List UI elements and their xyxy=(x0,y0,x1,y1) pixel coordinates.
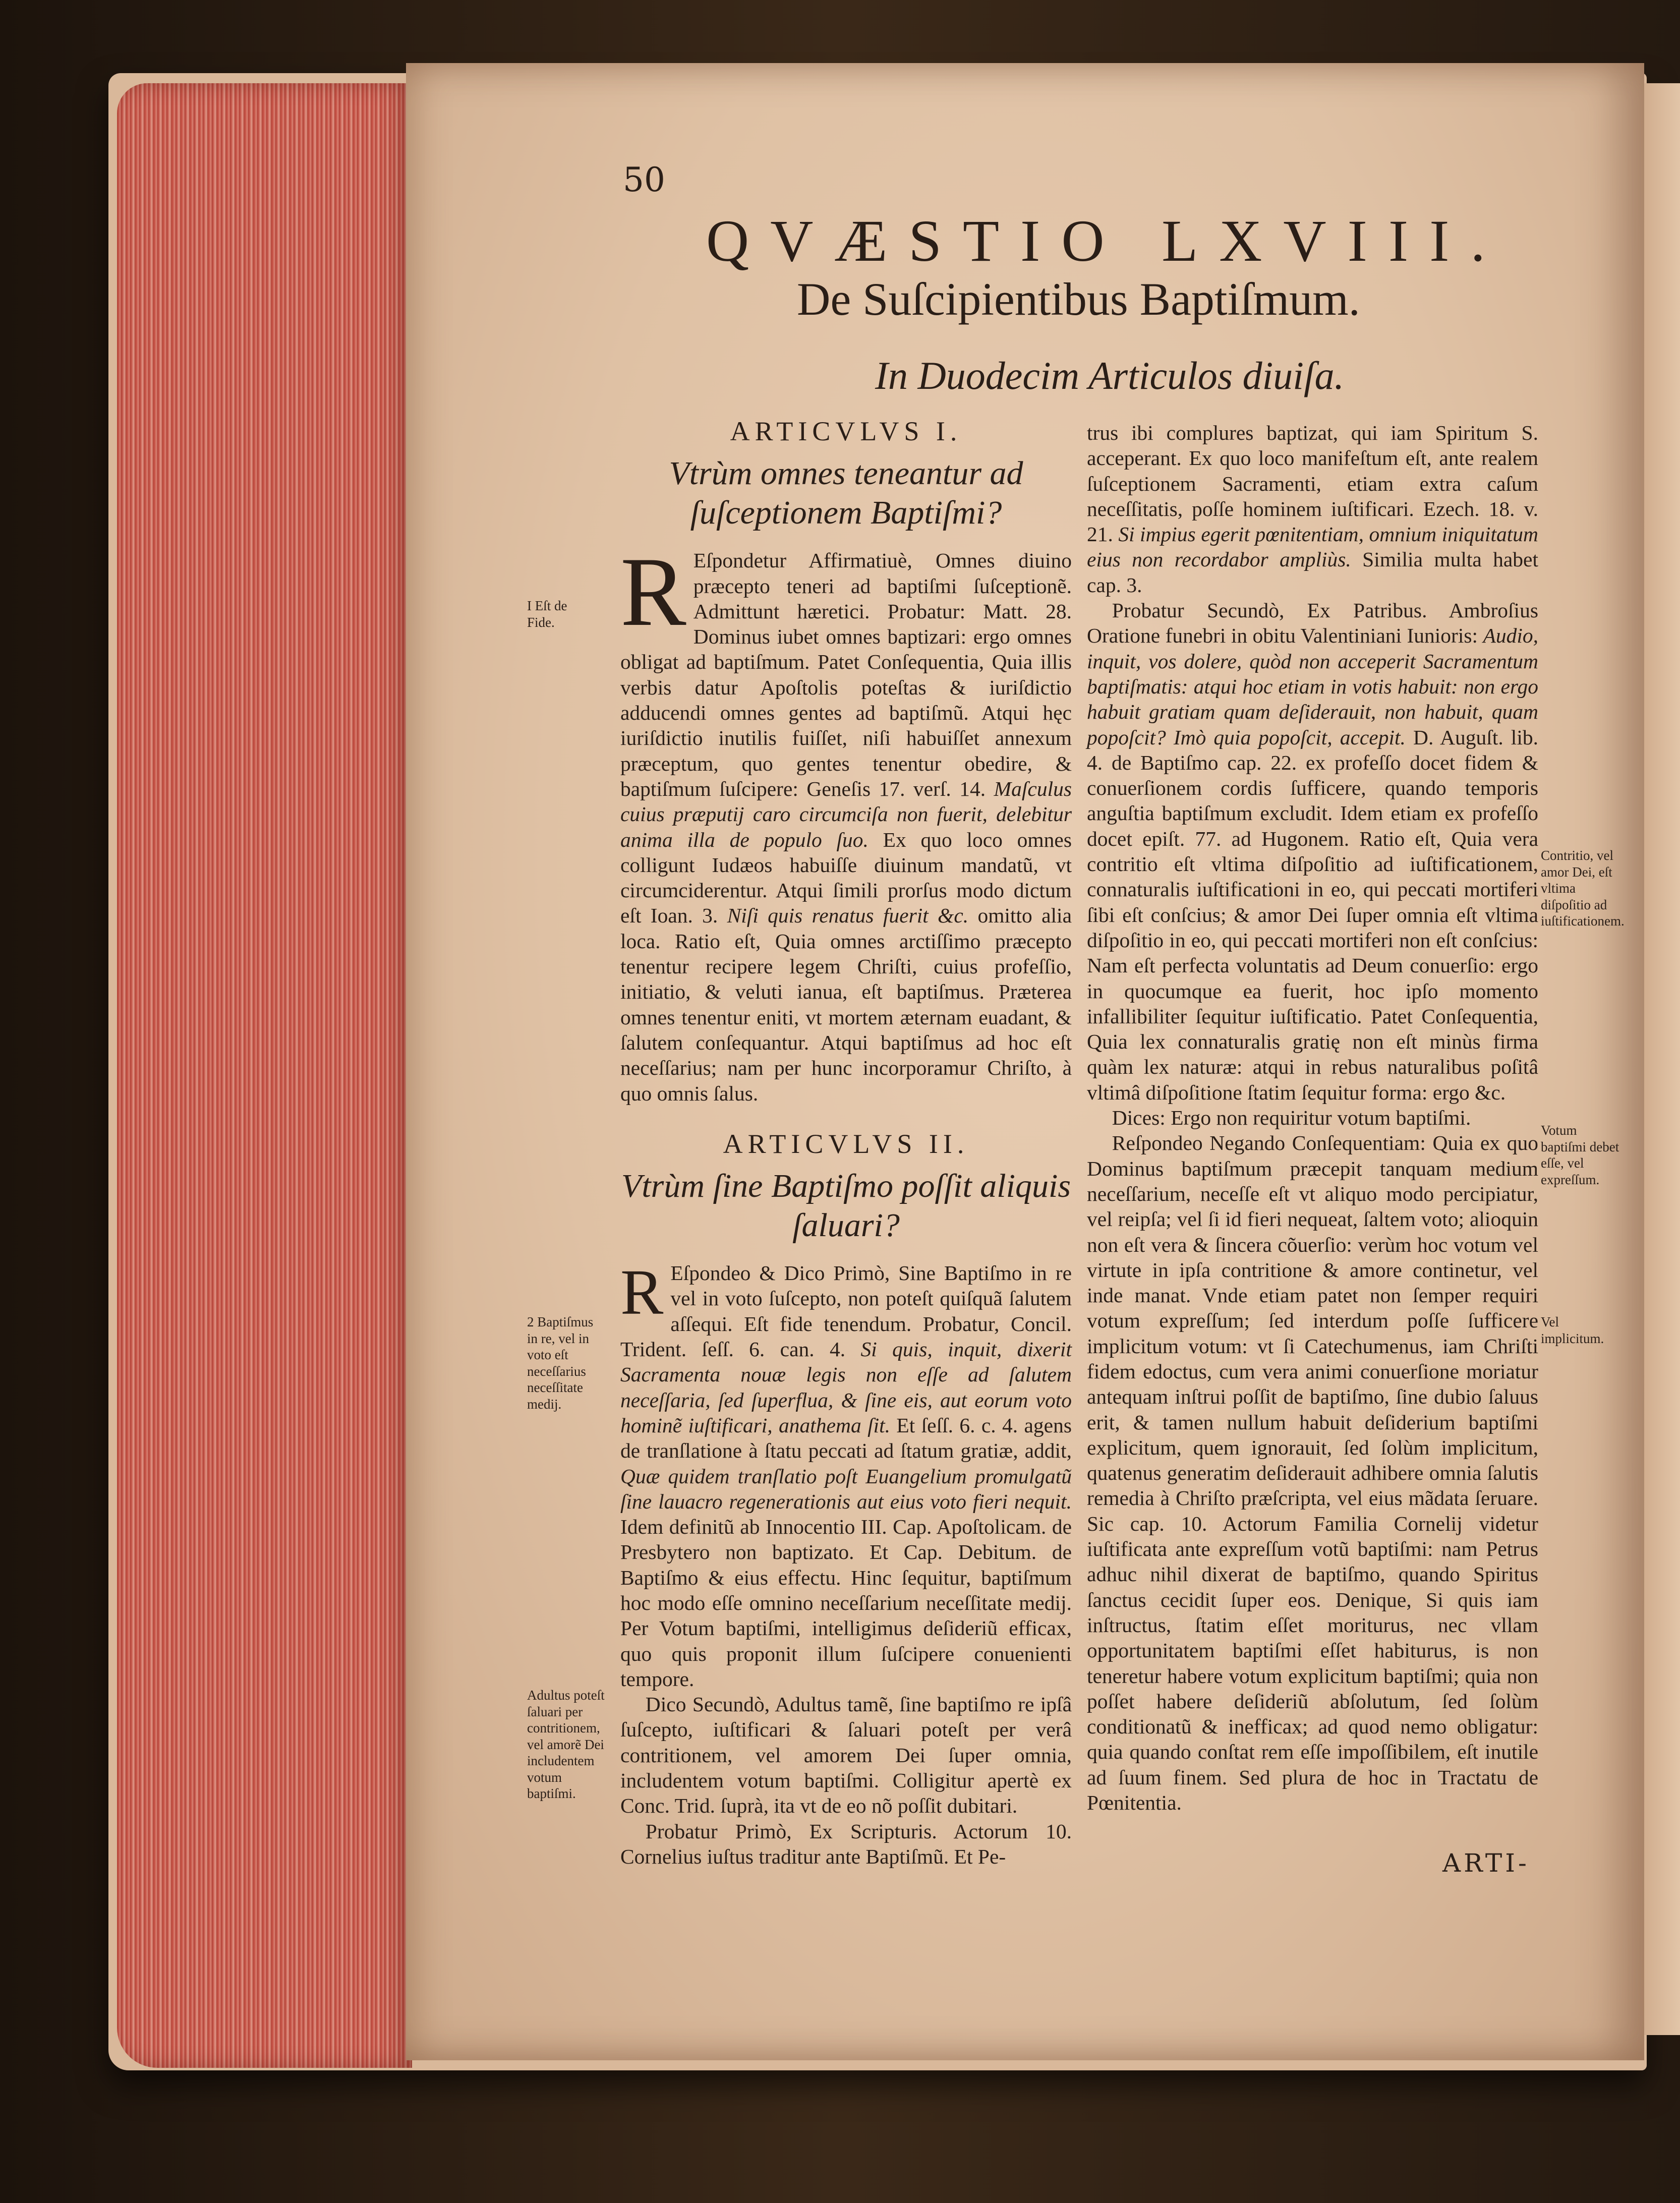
article-1-text-2: Ex quo loco omnes colligunt Iudæos habuiſſe diuinum mandatũ, vt circumciderentur. Atqui ſimili prorſus modo dictum eſt Ioan. 3. xyxy=(620,828,1072,927)
catchword: ARTI- xyxy=(1442,1848,1530,1878)
margin-note-right-3: Vel implicitum. xyxy=(1541,1314,1604,1346)
article-1-text-1: Eſpondetur Affirmatiuè, Omnes diuino præcepto teneri ad baptiſmi ſuſceptionẽ. Admittunt hæretici. Probatur: Matt. 28. Dominus iubet omnes baptizari: ergo omnes obligat ad baptiſmum. Patet Conſequentia, Quia illis verbis datur Apoſtolis poteſtas & iuriſdictio adducendi omnes gentes ad baptiſmũ. Atqui hęc iuriſdictio inutilis fuiſſet, niſi habuiſſet annexum præceptum, quo gentes tenentur obedire, & baptiſmum ſuſcipere: Geneſis 17. verſ. 14. xyxy=(620,549,1072,800)
right-paragraph-3: Dices: Ergo non requiritur votum baptiſmi. xyxy=(1112,1106,1471,1130)
article-1-quote-2: Niſi quis renatus fuerit &c. xyxy=(727,904,969,927)
right-quote-2: Audio, inquit, vos dolere, quòd non acceperit Sacramentum baptiſmatis: atqui hoc etiam in votis habuit: non ergo habuit gratiam quam deſiderauit, non habuit, quam popoſcit? Imò quia popoſcit, accepit. xyxy=(1087,624,1539,749)
quaestio-title: QVÆSTIO LXVIII. xyxy=(706,208,1507,274)
article-2-paragraph-3: Probatur Primò, Ex Scripturis. Actorum 10. Cornelius iuſtus traditur ante Baptiſmũ. Et Pe- xyxy=(620,1819,1072,1868)
article-1-text-3: omitto alia loca. Ratio eſt, Quia omnes arctiſſimo præcepto tenentur recipere legem Chriſti, cuius profeſſio, initiatio, & veluti ianua, eſt baptiſmus. Præterea omnes tenentur eniti, vt mortem æternam euadant, & ſalutem conſequantur. Atqui baptiſmus ad hoc eſt neceſſarius; nam per hunc incorporamur Chriſto, à quo omnis ſalus. xyxy=(620,904,1072,1105)
article-2-text-2: Et ſeſſ. 6. c. 4. agens de tranſlatione à ſtatu peccati ad ſtatum gratiæ, addit, xyxy=(620,1413,1072,1463)
article-1-label: ARTICVLVS I. xyxy=(730,416,962,446)
right-text-2: Probatur Secundò, Ex Patribus. Ambroſius Oratione funebri in obitu Valentiniani Iunioris: xyxy=(1087,599,1538,648)
left-column xyxy=(620,416,1072,1869)
subheading: In Duodecim Articulos diuiſa. xyxy=(875,354,1345,397)
margin-note-right-1: Contritio, vel amor Dei, eſt vltima diſpoſitio ad iuſtificationem. xyxy=(1541,848,1625,929)
margin-note-right-2: Votum baptiſmi debet eſſe, vel expreſſum. xyxy=(1541,1123,1619,1187)
article-2-question: Vtrùm ſine Baptiſmo poſſit aliquis ſaluari? xyxy=(621,1168,1071,1244)
right-quote-1: Si impius egerit pœnitentiam, omnium iniquitatum eius non recordabor ampliùs. xyxy=(1087,523,1538,571)
right-paragraph-4: Reſpondeo Negando Conſequentiam: Quia ex quo Dominus baptiſmum præcepit tanquam medium neceſſarium, neceſſe eſt vt aliquo modo percipiatur, vel reipſa; vel ſi id fieri nequeat, ſaltem voto; alioquin non eſt vera & ſincera cõuerſio: verùm hoc votum vel virtute in ipſa contritione & amore continetur, vel inde manat. Vnde etiam patet non ſemper requiri votum expreſſum; ſed interdum poſſe ſufficere implicitum votum: vt ſi Catechumenus, iam Chriſti fidem edoctus, cum vera animi conuerſione moriatur antequam inſtrui poſſit de baptiſmo, ſine dubio ſaluus erit, & tamen nullum habuit deſiderium baptiſmi explicitum, quem ignorauit, ſed ſolùm implicitum, quatenus generatim deſiderauit adhibere omnia ſalutis remedia à Chriſto præſcripta, vel eius mãdata ſeruare. Sic cap. 10. Actorum Familia Cornelij videtur iuſtificata ante expreſſum votũ baptiſmi: nam Petrus adhuc nihil dixerat de baptiſmo, quando Spiritus ſanctus cecidit ſuper eos. Denique, Si quis iam inſtructus, ſtatim eſſet moriturus, nec vllam opportunitatem baptiſmi eſſet habiturus, is non teneretur habere votum explicitum baptiſmi; quia non poſſet habere deſideriũ abſolutum, ſed ſolùm conditionatũ & inefficax; ad quod nemo obligatur: quia quando conſtat rem eſſe impoſſibilem, eſt inutile ad ſuum finem. Sed plura de hoc in Tractatu de Pœnitentia. xyxy=(1087,1131,1538,1815)
dropcap-letter: R xyxy=(620,537,686,647)
right-paragraph-2 xyxy=(1087,598,1538,1105)
article-1-quote-1: Maſculus cuius præputij caro circumciſa non fuerit, delebitur anima illa de populo ſuo. xyxy=(620,777,1072,851)
margin-note-left-1: I Eſt de Fide. xyxy=(527,598,567,630)
article-2-paragraph-2: Dico Secundò, Adultus tamẽ, ſine baptiſmo re ipſâ ſuſcepto, iuſtificari & ſaluari poteſt per verâ contritionem, vel amorem Dei ſuper omnia, includentem votum baptiſmi. Colligitur apertè ex Conc. Trid. ſuprà, ita vt de eo nõ poſſit dubitari. xyxy=(620,1693,1072,1818)
red-page-edges xyxy=(117,83,412,2068)
article-2-quote-2: Quæ quidem tranſlatio poſt Euangelium promulgatũ ſine lauacro regenerationis aut eius voto fieri nequit. xyxy=(620,1464,1072,1513)
article-2-text-1: Eſpondeo & Dico Primò, Sine Baptiſmo in re vel in voto ſuſcepto, non poteſt quiſquã ſalutem aſſequi. Eſt fide tenendum. Probatur, Concil. Trident. ſeſſ. 6. can. 4. xyxy=(620,1261,1072,1361)
article-2-quote-1: Si quis, inquit, dixerit Sacramenta nouæ legis non eſſe ad ſalutem neceſſaria, ſed ſuperflua, & ſine eis, aut eorum voto hominẽ iuſtificari, anathema ſit. xyxy=(620,1338,1072,1437)
right-text-1-end: Similia multa habet cap. 3. xyxy=(1087,548,1539,597)
right-text-1: trus ibi complures baptizat, qui iam Spiritum S. acceperant. Ex quo loco manifeſtum eſt, ante realem ſuſceptionem Sacramenti, etiam extra caſum neceſſitatis, poſſe hominem iuſtificari. Ezech. 18. v. 21. xyxy=(1087,421,1538,546)
right-text-2-end: D. Auguſt. lib. 4. de Baptiſmo cap. 22. ex profeſſo docet fidem & conuerſionem cordis ſufficere, quando temporis anguſtia baptiſmum excludit. Idem etiam ex profeſſo docet epiſt. 77. ad Hugonem. Ratio eſt, Quia vera contritio eſt vltima diſpoſitio ad iuſtificationem, connaturalis iuſtificationi in eo, qui peccati mortiferi ſibi eſt conſcius; & amor Dei ſuper omnia eſt vltima diſpoſitio in eo, qui peccati mortiferi non eſt conſcius: Nam eſt perfecta voluntatis ad Deum conuerſio: ergo in quocumque ea fuerit, hoc ipſo momento infallibiliter ſequitur iuſtificatio. Patet Conſequentia, Quia lex connaturalis gratię non eſt minùs firma quàm lex naturæ: atqui in rebus naturalibus poſitâ vltimâ diſpoſitione ſtatim ſequitur forma: ergo &c. xyxy=(1087,725,1538,1104)
margin-note-left-2: 2 Baptiſmus in re, vel in voto eſt neceſſarius neceſſitate medij. xyxy=(527,1314,594,1412)
main-heading: De Suſcipientibus Baptiſmum. xyxy=(797,273,1360,325)
article-2-body xyxy=(620,1256,1072,1692)
margin-note-left-3: Adultus poteſt ſaluari per contritionem, vel amorẽ Dei includentem votum baptiſmi. xyxy=(527,1688,605,1801)
article-1-body xyxy=(620,537,1072,1106)
article-1-question: Vtrùm omnes teneantur ad ſuſceptionem Baptiſmi? xyxy=(669,455,1023,532)
article-2-label: ARTICVLVS II. xyxy=(723,1128,969,1159)
dropcap-letter: R xyxy=(620,1256,664,1328)
article-2-text-3: Idem definitũ ab Innocentio III. Cap. Apoſtolicam. de Presbytero non baptizato. Et Cap. Debitum. de Baptiſmo & eius effectu. Hinc ſequitur, baptiſmum hoc modo eſſe omnino neceſſarium neceſſitate medij. Per Votum baptiſmi, intelligimus deſideriũ efficax, quo quis proponit illum ſuſcipere conuenienti tempore. xyxy=(620,1515,1072,1691)
right-column xyxy=(1087,420,1538,1815)
page-number: 50 xyxy=(623,160,665,199)
right-paragraph-1 xyxy=(1087,420,1538,598)
